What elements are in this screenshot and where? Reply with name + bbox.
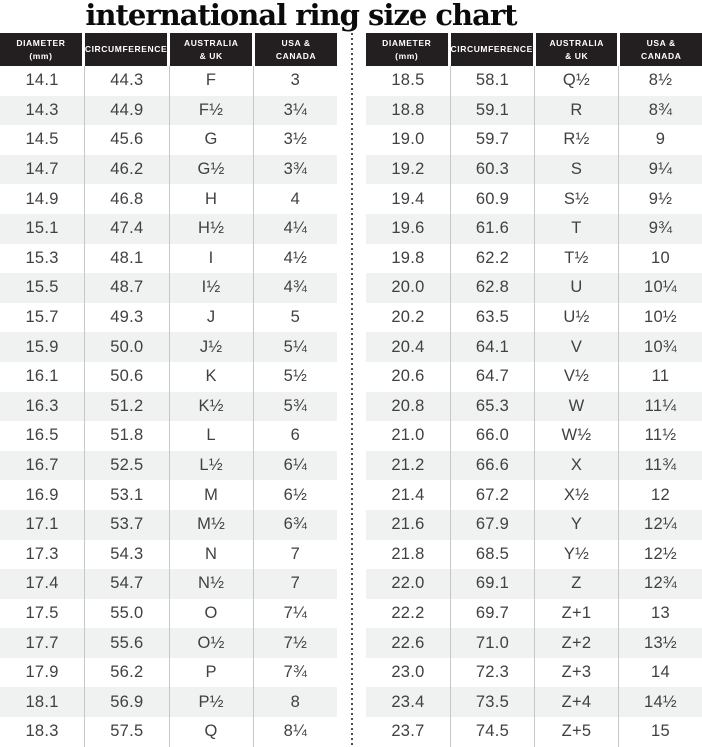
table-cell: 66.0 [450, 421, 534, 451]
table-cell: 9¾ [618, 214, 702, 244]
table-cell: 62.2 [450, 244, 534, 274]
table-row [0, 628, 337, 658]
table-cell: 57.5 [84, 717, 168, 747]
table-cell: 7¾ [253, 658, 337, 688]
table-cell: 45.6 [84, 125, 168, 155]
table-row [0, 155, 337, 185]
table-cell: Q [169, 717, 253, 747]
table-cell: 15.1 [25, 219, 59, 238]
table-cell: 8¾ [618, 96, 702, 126]
table-cell: T [534, 214, 618, 244]
table-cell: 15 [618, 717, 702, 747]
table-cell: 4 [253, 184, 337, 214]
table-row [0, 510, 337, 540]
table-cell: 20.6 [391, 367, 425, 386]
column-header: USA & CANADA [255, 33, 337, 66]
table-cell: H [169, 184, 253, 214]
table-cell: 16.9 [25, 485, 59, 504]
table-cell: 50.0 [84, 332, 168, 362]
table-cell: 10 [618, 244, 702, 274]
table-cell: 50.6 [84, 362, 168, 392]
table-cell: S [534, 155, 618, 185]
table-row [366, 96, 702, 126]
table-cell: 20.0 [391, 278, 425, 297]
table-row [366, 125, 702, 155]
table-row [366, 303, 702, 333]
table-cell: H½ [169, 214, 253, 244]
table-cell: 19.2 [391, 160, 425, 179]
table-row [0, 303, 337, 333]
table-row [0, 332, 337, 362]
table-cell: 15.5 [25, 278, 59, 297]
table-row [0, 362, 337, 392]
table-cell: 53.1 [84, 480, 168, 510]
table-row [0, 125, 337, 155]
table-cell: 18.3 [25, 722, 59, 741]
table-cell: 4½ [253, 244, 337, 274]
table-cell: 7¼ [253, 599, 337, 629]
table-cell: 21.0 [391, 426, 425, 445]
table-cell: 72.3 [450, 658, 534, 688]
table-cell: 5 [253, 303, 337, 333]
table-cell: K½ [169, 392, 253, 422]
table-cell: 12½ [618, 540, 702, 570]
table-cell: M½ [169, 510, 253, 540]
table-cell: N [169, 540, 253, 570]
dotted-divider [351, 33, 353, 747]
table-cell: 15.7 [25, 308, 59, 327]
table-row [366, 214, 702, 244]
table-cell: 16.1 [25, 367, 59, 386]
table-row [0, 184, 337, 214]
table-cell: 17.7 [25, 633, 59, 652]
table-cell: 16.3 [25, 396, 59, 415]
table-row [366, 569, 702, 599]
table-cell: V½ [534, 362, 618, 392]
table-cell: 19.6 [391, 219, 425, 238]
table-cell: 9¼ [618, 155, 702, 185]
table-body-right [366, 66, 702, 747]
table-cell: M [169, 480, 253, 510]
table-cell: 58.1 [450, 66, 534, 96]
table-row [366, 717, 702, 747]
table-cell: 46.2 [84, 155, 168, 185]
table-cell: G [169, 125, 253, 155]
table-cell: 11¼ [618, 392, 702, 422]
table-row [366, 599, 702, 629]
table-cell: 51.8 [84, 421, 168, 451]
table-cell: Z+3 [534, 658, 618, 688]
table-cell: 3½ [253, 125, 337, 155]
table-cell: 21.8 [391, 544, 425, 563]
table-cell: Z+5 [534, 717, 618, 747]
table-cell: 11½ [618, 421, 702, 451]
table-cell: 6 [253, 421, 337, 451]
page-title: international ring size chart [85, 0, 517, 32]
table-cell: 5¼ [253, 332, 337, 362]
table-header-row-left [0, 33, 337, 66]
tables-container [0, 33, 702, 747]
table-row [0, 540, 337, 570]
table-cell: U½ [534, 303, 618, 333]
table-cell: Z+4 [534, 687, 618, 717]
table-cell: 20.4 [391, 337, 425, 356]
table-cell: 16.7 [25, 456, 59, 475]
table-row [0, 244, 337, 274]
table-cell: 48.7 [84, 273, 168, 303]
table-cell: 56.2 [84, 658, 168, 688]
table-cell: P [169, 658, 253, 688]
ring-size-table-left [0, 33, 337, 747]
table-cell: 48.1 [84, 244, 168, 274]
table-row [366, 628, 702, 658]
table-cell: 23.4 [391, 692, 425, 711]
table-cell: 65.3 [450, 392, 534, 422]
table-cell: W [534, 392, 618, 422]
table-body-left [0, 66, 337, 747]
table-cell: O½ [169, 628, 253, 658]
table-cell: I [169, 244, 253, 274]
table-row [366, 540, 702, 570]
table-cell: 6¼ [253, 451, 337, 481]
table-cell: 11 [618, 362, 702, 392]
table-cell: 9 [618, 125, 702, 155]
table-cell: 55.0 [84, 599, 168, 629]
table-cell: 8½ [618, 66, 702, 96]
table-cell: V [534, 332, 618, 362]
table-row [0, 717, 337, 747]
table-cell: T½ [534, 244, 618, 274]
table-cell: 23.7 [391, 722, 425, 741]
table-cell: Q½ [534, 66, 618, 96]
table-cell: 9½ [618, 184, 702, 214]
column-header: DIAMETER (mm) [0, 33, 82, 66]
table-row [366, 273, 702, 303]
table-row [366, 392, 702, 422]
table-cell: Z [534, 569, 618, 599]
table-cell: 67.9 [450, 510, 534, 540]
column-header: CIRCUMFERENCE [451, 33, 533, 66]
table-row [0, 451, 337, 481]
table-cell: 20.8 [391, 396, 425, 415]
table-cell: 13½ [618, 628, 702, 658]
table-cell: 64.1 [450, 332, 534, 362]
table-cell: 14½ [618, 687, 702, 717]
table-row [366, 332, 702, 362]
table-cell: 21.4 [391, 485, 425, 504]
table-cell: F½ [169, 96, 253, 126]
table-cell: 19.8 [391, 248, 425, 267]
table-cell: 51.2 [84, 392, 168, 422]
table-row [366, 155, 702, 185]
table-cell: 12 [618, 480, 702, 510]
table-row [366, 658, 702, 688]
table-row [0, 96, 337, 126]
table-cell: 60.3 [450, 155, 534, 185]
table-row [0, 599, 337, 629]
column-header: AUSTRALIA & UK [536, 33, 618, 66]
table-cell: 17.4 [25, 574, 59, 593]
table-row [0, 569, 337, 599]
table-cell: 7 [253, 569, 337, 599]
table-cell: 5½ [253, 362, 337, 392]
table-cell: Y½ [534, 540, 618, 570]
table-cell: 6¾ [253, 510, 337, 540]
table-cell: R [534, 96, 618, 126]
table-cell: 14.1 [25, 71, 59, 90]
table-cell: 60.9 [450, 184, 534, 214]
table-row [0, 392, 337, 422]
table-cell: 8¼ [253, 717, 337, 747]
table-cell: K [169, 362, 253, 392]
table-cell: X½ [534, 480, 618, 510]
table-cell: 15.9 [25, 337, 59, 356]
table-row [366, 421, 702, 451]
table-cell: 52.5 [84, 451, 168, 481]
table-cell: 18.5 [391, 71, 425, 90]
table-cell: 4¾ [253, 273, 337, 303]
table-row [366, 480, 702, 510]
column-header: CIRCUMFERENCE [85, 33, 167, 66]
table-cell: 17.5 [25, 603, 59, 622]
table-row [0, 66, 337, 96]
table-row [366, 362, 702, 392]
table-cell: 13 [618, 599, 702, 629]
table-cell: 10¼ [618, 273, 702, 303]
table-cell: 18.1 [25, 692, 59, 711]
table-cell: 17.1 [25, 515, 59, 534]
table-row [0, 214, 337, 244]
table-cell: 54.3 [84, 540, 168, 570]
table-row [366, 66, 702, 96]
column-header: USA & CANADA [620, 33, 702, 66]
table-cell: 14.7 [25, 160, 59, 179]
table-cell: 64.7 [450, 362, 534, 392]
table-cell: 7½ [253, 628, 337, 658]
table-cell: 53.7 [84, 510, 168, 540]
table-cell: J [169, 303, 253, 333]
table-cell: 3¾ [253, 155, 337, 185]
table-cell: 15.3 [25, 248, 59, 267]
table-cell: 54.7 [84, 569, 168, 599]
table-cell: 61.6 [450, 214, 534, 244]
table-cell: 20.2 [391, 308, 425, 327]
table-cell: 21.6 [391, 515, 425, 534]
table-cell: 14 [618, 658, 702, 688]
table-cell: Z+1 [534, 599, 618, 629]
table-cell: 14.9 [25, 189, 59, 208]
table-cell: 74.5 [450, 717, 534, 747]
table-cell: 21.2 [391, 456, 425, 475]
table-cell: 4¼ [253, 214, 337, 244]
table-cell: 14.3 [25, 100, 59, 119]
table-cell: 22.2 [391, 603, 425, 622]
table-cell: 49.3 [84, 303, 168, 333]
table-cell: 68.5 [450, 540, 534, 570]
table-header-row-right [366, 33, 702, 66]
table-cell: 22.0 [391, 574, 425, 593]
table-cell: 67.2 [450, 480, 534, 510]
table-cell: O [169, 599, 253, 629]
table-row [366, 451, 702, 481]
table-cell: F [169, 66, 253, 96]
table-cell: Z+2 [534, 628, 618, 658]
table-cell: 71.0 [450, 628, 534, 658]
table-row [0, 421, 337, 451]
table-cell: 6½ [253, 480, 337, 510]
table-row [0, 687, 337, 717]
table-row [0, 480, 337, 510]
table-row [0, 658, 337, 688]
table-cell: 17.9 [25, 663, 59, 682]
table-cell: X [534, 451, 618, 481]
table-cell: 62.8 [450, 273, 534, 303]
table-cell: 5¾ [253, 392, 337, 422]
table-cell: 11¾ [618, 451, 702, 481]
table-cell: 3 [253, 66, 337, 96]
table-cell: 22.6 [391, 633, 425, 652]
table-cell: 55.6 [84, 628, 168, 658]
table-cell: 73.5 [450, 687, 534, 717]
table-cell: N½ [169, 569, 253, 599]
table-cell: 46.8 [84, 184, 168, 214]
table-cell: 10½ [618, 303, 702, 333]
table-cell: 44.9 [84, 96, 168, 126]
table-cell: Y [534, 510, 618, 540]
table-cell: 23.0 [391, 663, 425, 682]
table-cell: 59.7 [450, 125, 534, 155]
table-cell: L½ [169, 451, 253, 481]
table-cell: G½ [169, 155, 253, 185]
table-cell: 19.0 [391, 130, 425, 149]
table-row [366, 184, 702, 214]
table-cell: 3¼ [253, 96, 337, 126]
column-header: DIAMETER (mm) [366, 33, 448, 66]
table-cell: W½ [534, 421, 618, 451]
table-cell: 19.4 [391, 189, 425, 208]
table-cell: 69.7 [450, 599, 534, 629]
ring-size-table-right [366, 33, 702, 747]
table-cell: 10¾ [618, 332, 702, 362]
table-cell: 56.9 [84, 687, 168, 717]
table-row [366, 510, 702, 540]
table-row [366, 687, 702, 717]
column-header: AUSTRALIA & UK [170, 33, 252, 66]
table-cell: 12¼ [618, 510, 702, 540]
table-cell: 7 [253, 540, 337, 570]
table-cell: 63.5 [450, 303, 534, 333]
table-cell: 18.8 [391, 100, 425, 119]
table-cell: 59.1 [450, 96, 534, 126]
table-cell: 16.5 [25, 426, 59, 445]
table-cell: R½ [534, 125, 618, 155]
table-row [0, 273, 337, 303]
table-cell: 14.5 [25, 130, 59, 149]
table-cell: 12¾ [618, 569, 702, 599]
table-cell: U [534, 273, 618, 303]
table-cell: 44.3 [84, 66, 168, 96]
table-cell: 66.6 [450, 451, 534, 481]
table-row [366, 244, 702, 274]
table-cell: P½ [169, 687, 253, 717]
table-cell: L [169, 421, 253, 451]
table-cell: I½ [169, 273, 253, 303]
table-cell: 8 [253, 687, 337, 717]
table-cell: 69.1 [450, 569, 534, 599]
table-cell: J½ [169, 332, 253, 362]
table-cell: 47.4 [84, 214, 168, 244]
table-cell: S½ [534, 184, 618, 214]
table-cell: 17.3 [25, 544, 59, 563]
